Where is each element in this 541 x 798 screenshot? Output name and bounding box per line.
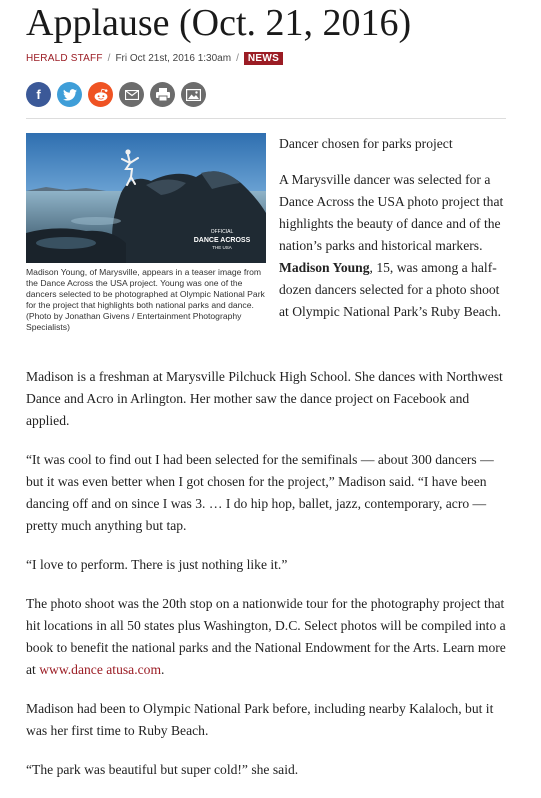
body-paragraph: “It was cool to find out I had been selected for the semifinals — about 300 dancers — but it was even better when I got chosen for the project,” Madison said. “I have been dancing off and on since I was 3. … I do hip hop, ballet, jazz, contemporary, acro — pretty much anything but tap.	[26, 452, 494, 533]
body-paragraph: “I love to perform. There is just nothing like it.”	[26, 557, 288, 572]
lede-text-end: , 15, was among a half-dozen dancers selected for a photo shoot at Olympic National Park’s Ruby Beach.	[279, 260, 501, 319]
byline-separator: /	[236, 53, 239, 64]
lede-text: A Marysville dancer was selected for a Dance Across the USA photo project that highlights the beauty of dance and of the nation’s parks and historical markers.	[279, 172, 504, 253]
body-paragraph: Madison is a freshman at Marysville Pilchuck High School. She dances with Northwest Dance and Acro in Arlington. Her mother saw the dance project on Facebook and applied.	[26, 369, 503, 428]
body-paragraph: “The park was beautiful but super cold!” she said.	[26, 762, 299, 777]
lede-paragraph	[279, 169, 511, 323]
article-figure	[26, 133, 266, 333]
facebook-glyph: f	[36, 87, 41, 102]
author-link[interactable]: HERALD STAFF	[26, 53, 103, 64]
watermark-line-3: THE USA	[212, 245, 232, 250]
body-text: The photo shoot was the 20th stop on a nationwide tour for the photography project that hit locations in all 50 states plus Washington, D.C. Select photos will be compiled into a book to benefit the national parks and the National Endowment for the Arts. Learn more at	[26, 596, 506, 677]
byline-separator: /	[107, 53, 111, 64]
reddit-icon[interactable]	[88, 82, 113, 107]
watermark-line-1: OFFICIAL	[210, 229, 234, 235]
dance-usa-link[interactable]: www.dance atusa.com	[39, 662, 162, 677]
byline	[26, 52, 283, 65]
section-badge[interactable]: NEWS	[244, 52, 283, 65]
share-bar	[26, 82, 206, 107]
facebook-icon[interactable]	[26, 82, 51, 107]
photo-icon[interactable]	[181, 82, 206, 107]
body-text-end: .	[161, 662, 165, 677]
publish-date: Fri Oct 21st, 2016 1:30am	[115, 53, 232, 64]
beach-photo[interactable]	[26, 133, 266, 263]
watermark-line-2: DANCE ACROSS	[193, 237, 251, 244]
email-icon[interactable]	[119, 82, 144, 107]
article-body	[26, 366, 509, 798]
twitter-icon[interactable]	[57, 82, 82, 107]
print-icon[interactable]	[150, 82, 175, 107]
photo-caption: Madison Young, of Marysville, appears in a teaser image from the Dance Across the USA project. Young was one of the dancers selected to be photographed at Olympic National Park for the project that highlights both national parks and dance. (Photo by Jonathan Givens / Entertainment Photography Specialists)	[26, 267, 265, 332]
subhead: Dancer chosen for parks project	[279, 136, 453, 151]
body-paragraph	[26, 593, 509, 681]
body-paragraph: Madison had been to Olympic National Park before, including nearby Kalaloch, but it was her first time to Ruby Beach.	[26, 701, 494, 738]
lede-bold-name: Madison Young	[279, 260, 370, 275]
divider	[26, 118, 506, 119]
sidebar-text	[279, 133, 511, 337]
article-title: Applause (Oct. 21, 2016)	[26, 2, 412, 44]
